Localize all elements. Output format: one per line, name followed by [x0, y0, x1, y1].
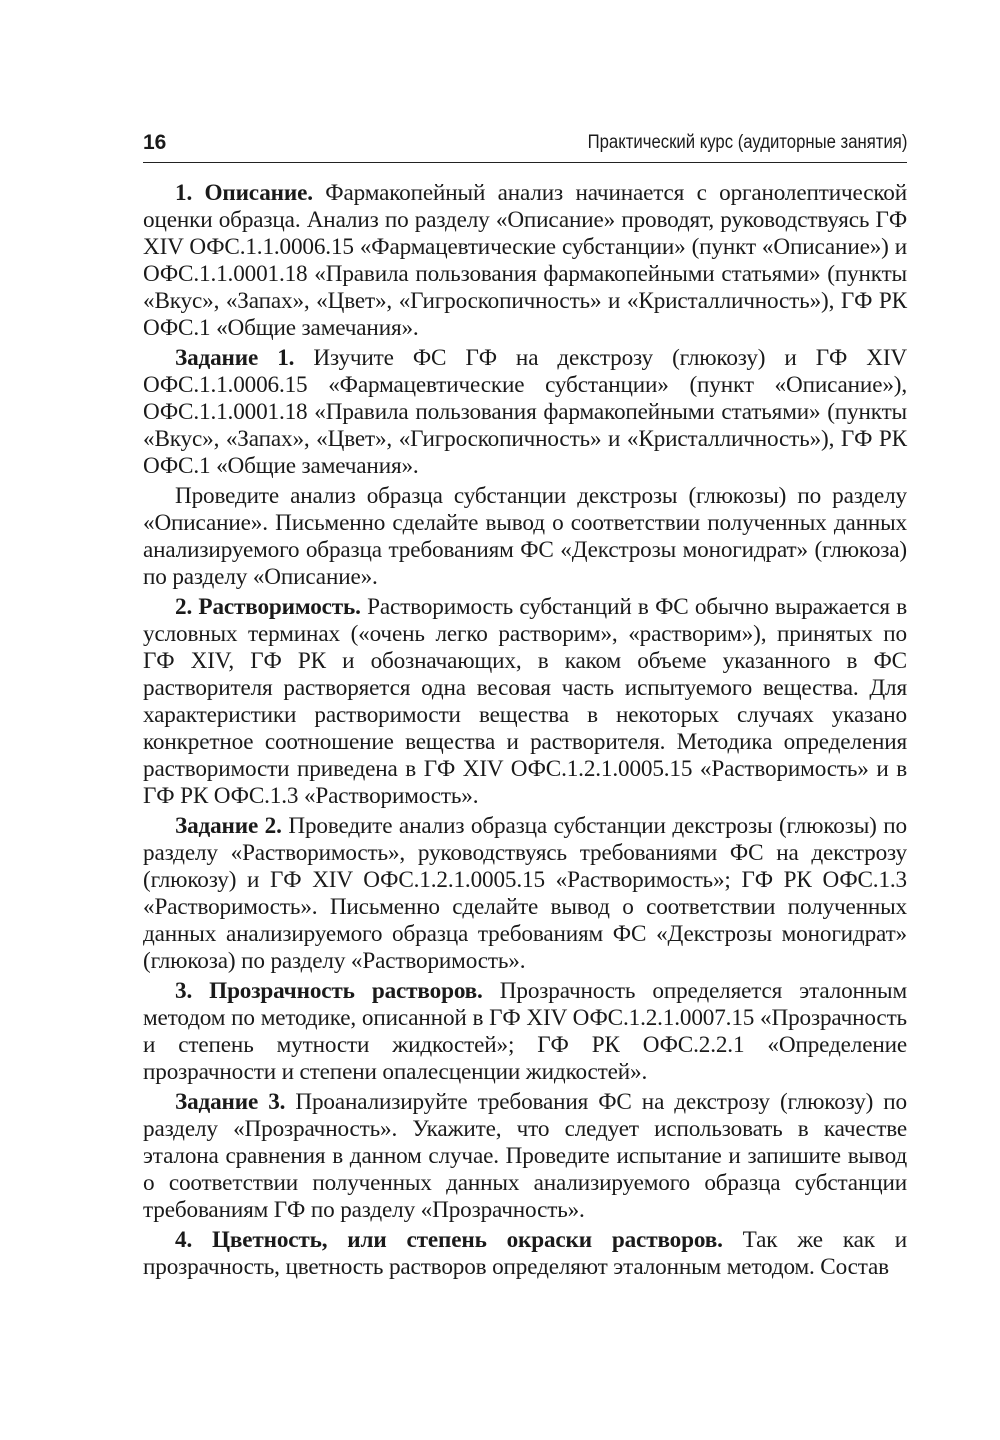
paragraph-text: Изучите ФС ГФ на декстрозу (глюкозу) и ГФ XIV ОФС.1.1.0006.15 «Фармацевтические субстанции» (пункт «Описание»), ОФС.1.1.0001.18 «Правила пользования фармакопейными статьями» (пункты «Вкус», «Запах», «Цвет», «Гигроскопичность» и «Кристалличность»), ГФ РК ОФС.1 «Общие замечания». [143, 345, 907, 479]
paragraph-text: Проанализируйте требования ФС на декстрозу (глюкозу) по разделу «Прозрачность». Укажите, что следует использовать в качестве эталона сравнения в данном случае. Проведите испытание и запишите вывод о соответствии полученных данных анализируемого образца субстанции требованиям ГФ по разделу «Прозрачность». [143, 1089, 907, 1223]
running-header [143, 128, 907, 163]
paragraph-task-2 [143, 813, 907, 975]
paragraph-clarity [143, 978, 907, 1086]
paragraph-lead: 1. Описание. [175, 180, 313, 206]
page-number: 16 [143, 131, 167, 154]
paragraph-analysis-description [143, 483, 907, 591]
paragraph-task-3 [143, 1089, 907, 1224]
body-text [143, 180, 907, 1284]
paragraph-text: Проведите анализ образца субстанции декстрозы (глюкозы) по разделу «Растворимость», руководствуясь требованиями ФС на декстрозу (глюкозу) и ГФ XIV ОФС.1.2.1.0005.15 «Растворимость»; ГФ РК ОФС.1.3 «Растворимость». Письменно сделайте вывод о соответствии полученных данных анализируемого образца требованиям ФС «Декстрозы моногидрат» (глюкоза) по разделу «Растворимость». [143, 813, 907, 974]
paragraph-description [143, 180, 907, 342]
paragraph-text: Проведите анализ образца субстанции декстрозы (глюкозы) по разделу «Описание». Письменно сделайте вывод о соответствии полученных данных анализируемого образца требованиям ФС «Декстрозы моногидрат» (глюкоза) по разделу «Описание». [143, 483, 907, 590]
paragraph-lead: 2. Растворимость. [175, 594, 361, 620]
paragraph-lead: 4. Цветность, или степень окраски растворов. [175, 1227, 723, 1253]
paragraph-lead: 3. Прозрачность растворов. [175, 978, 483, 1004]
paragraph-text: Фармакопейный анализ начинается с органолептической оценки образца. Анализ по разделу «Описание» проводят, руководствуясь ГФ XIV ОФС.1.1.0006.15 «Фармацевтические субстанции» (пункт «Описание») и ОФС.1.1.0001.18 «Правила пользования фармакопейными статьями» (пункты «Вкус», «Запах», «Цвет», «Гигроскопичность» и «Кристалличность»), ГФ РК ОФС.1 «Общие замечания». [143, 180, 907, 341]
paragraph-lead: Задание 2. [175, 813, 282, 839]
paragraph-lead: Задание 1. [175, 345, 295, 371]
paragraph-text: Прозрачность определяется эталонным методом по методике, описанной в ГФ XIV ОФС.1.2.1.0007.15 «Прозрачность и степень мутности жидкостей»; ГФ РК ОФС.2.2.1 «Определение прозрачности и степени опалесценции жидкостей». [143, 978, 907, 1085]
running-title: Практический курс (аудиторные занятия) [587, 132, 907, 153]
paragraph-text: Так же как и прозрачность, цветность растворов определяют эталонным методом. Состав [143, 1227, 907, 1280]
paragraph-lead: Задание 3. [175, 1089, 286, 1115]
paragraph-solubility [143, 594, 907, 810]
paragraph-color [143, 1227, 907, 1281]
paragraph-text: Растворимость субстанций в ФС обычно выражается в условных терминах («очень легко растворим», «растворим»), принятых по ГФ XIV, ГФ РК и обозначающих, в каком объеме указанного в ФС растворителя растворяется одна весовая часть испытуемого вещества. Для характеристики растворимости вещества в некоторых случаях указано конкретное соотношение вещества и растворителя. Методика определения растворимости приведена в ГФ XIV ОФС.1.2.1.0005.15 «Растворимость» и в ГФ РК ОФС.1.3 «Растворимость». [143, 594, 907, 809]
paragraph-task-1 [143, 345, 907, 480]
